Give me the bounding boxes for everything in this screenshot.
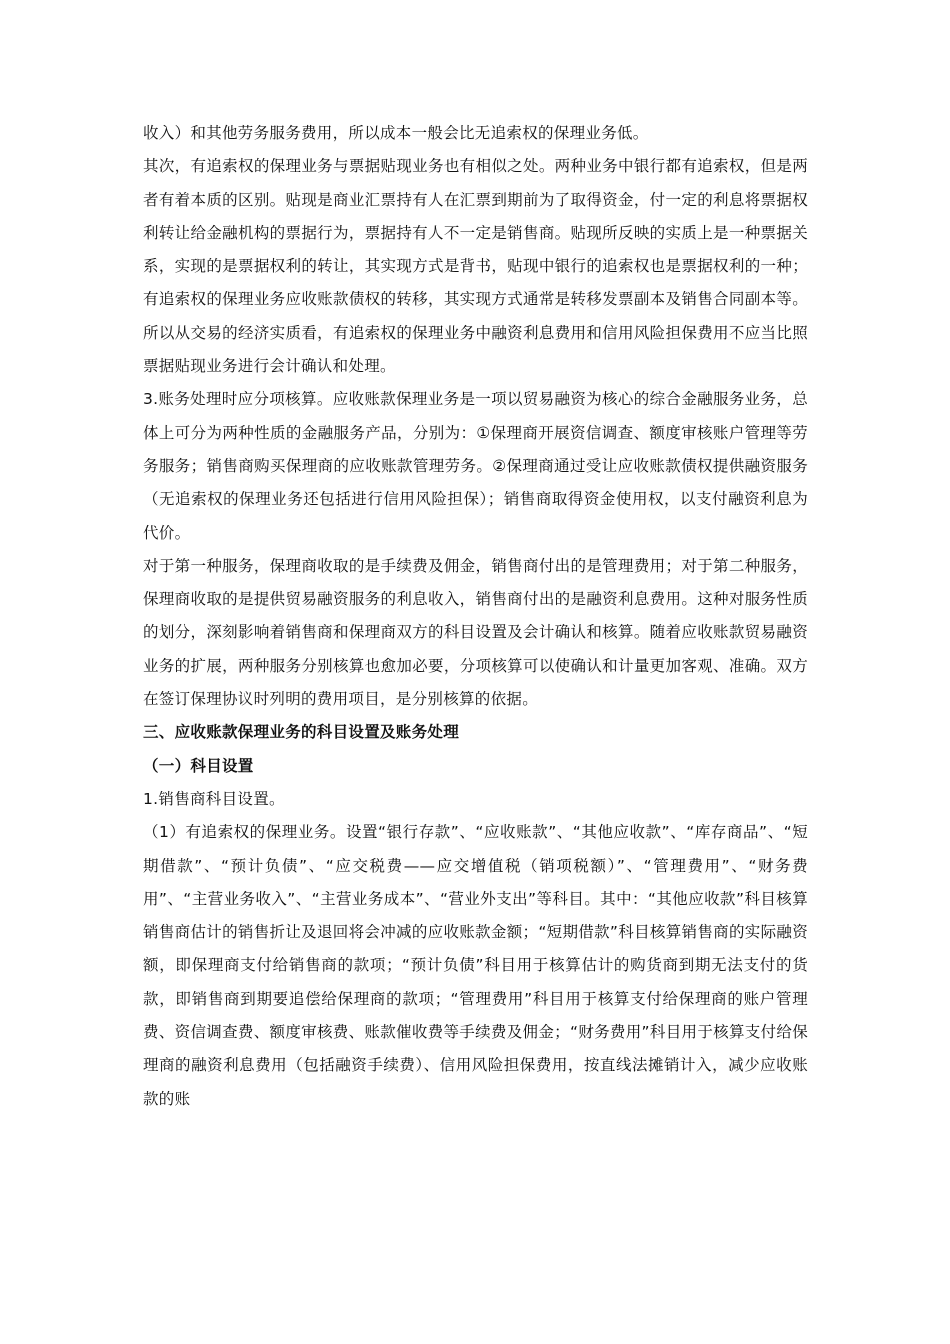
paragraph-2: 其次，有追索权的保理业务与票据贴现业务也有相似之处。两种业务中银行都有追索权，但是两者有着本质的区别。贴现是商业汇票持有人在汇票到期前为了取得资金，付一定的利息将票据权利转让给金融机构的票据行为，票据持有人不一定是销售商。贴现所反映的实质上是一种票据关系，实现的是票据权利的转让，其实现方式是背书，贴现中银行的追索权也是票据权利的一种；有追索权的保理业务应收账款债权的转移，其实现方式通常是转移发票副本及销售合同副本等。所以从交易的经济实质看，有追索权的保理业务中融资利息费用和信用风险担保费用不应当比照票据贴现业务进行会计确认和处理。 (143, 157, 808, 376)
paragraph-4: 对于第一种服务，保理商收取的是手续费及佣金，销售商付出的是管理费用；对于第二种服务，保理商收取的是提供贸易融资服务的利息收入，销售商付出的是融资利息费用。这种对服务性质的划分，深刻影响着销售商和保理商双方的科目设置及会计确认和核算。随着应收账款贸易融资业务的扩展，两种服务分别核算也愈加必要，分项核算可以使确认和计量更加客观、准确。双方在签订保理协议时列明的费用项目，是分别核算的依据。 (143, 556, 808, 709)
document-body (143, 117, 808, 1116)
subsection-heading: （一）科目设置 (143, 756, 254, 775)
paragraph-5: 1.销售商科目设置。 (143, 789, 285, 808)
paragraph-3: 3.账务处理时应分项核算。应收账款保理业务是一项以贸易融资为核心的综合金融服务业务，总体上可分为两种性质的金融服务产品，分别为：①保理商开展资信调查、额度审核账户管理等劳务服务；销售商购买保理商的应收账款管理劳务。②保理商通过受让应收账款债权提供融资服务（无追索权的保理业务还包括进行信用风险担保）；销售商取得资金使用权，以支付融资利息为代价。 (143, 390, 808, 542)
section-heading: 三、应收账款保理业务的科目设置及账务处理 (143, 723, 460, 742)
paragraph-1: 收入）和其他劳务服务费用，所以成本一般会比无追索权的保理业务低。 (143, 124, 649, 142)
paragraph-6: （1）有追索权的保理业务。设置“银行存款”、“应收账款”、“其他应收款”、“库存商品”、“短期借款”、“预计负债”、“应交税费——应交增值税（销项税额）”、“管理费用”、“财务费用”、“主营业务收入”、“主营业务成本”、“营业外支出”等科目。其中：“其他应收款”科目核算销售商估计的销售折让及退回将会冲减的应收账款金额；“短期借款”科目核算销售商的实际融资额，即保理商支付给销售商的款项；“预计负债”科目用于核算估计的购货商到期无法支付的货款，即销售商到期要追偿给保理商的款项；“管理费用”科目用于核算支付给保理商的账户管理费、资信调查费、额度审核费、账款催收费等手续费及佣金；“财务费用”科目用于核算支付给保理商的融资利息费用（包括融资手续费）、信用风险担保费用，按直线法摊销计入，减少应收账款的账 (143, 823, 808, 1108)
